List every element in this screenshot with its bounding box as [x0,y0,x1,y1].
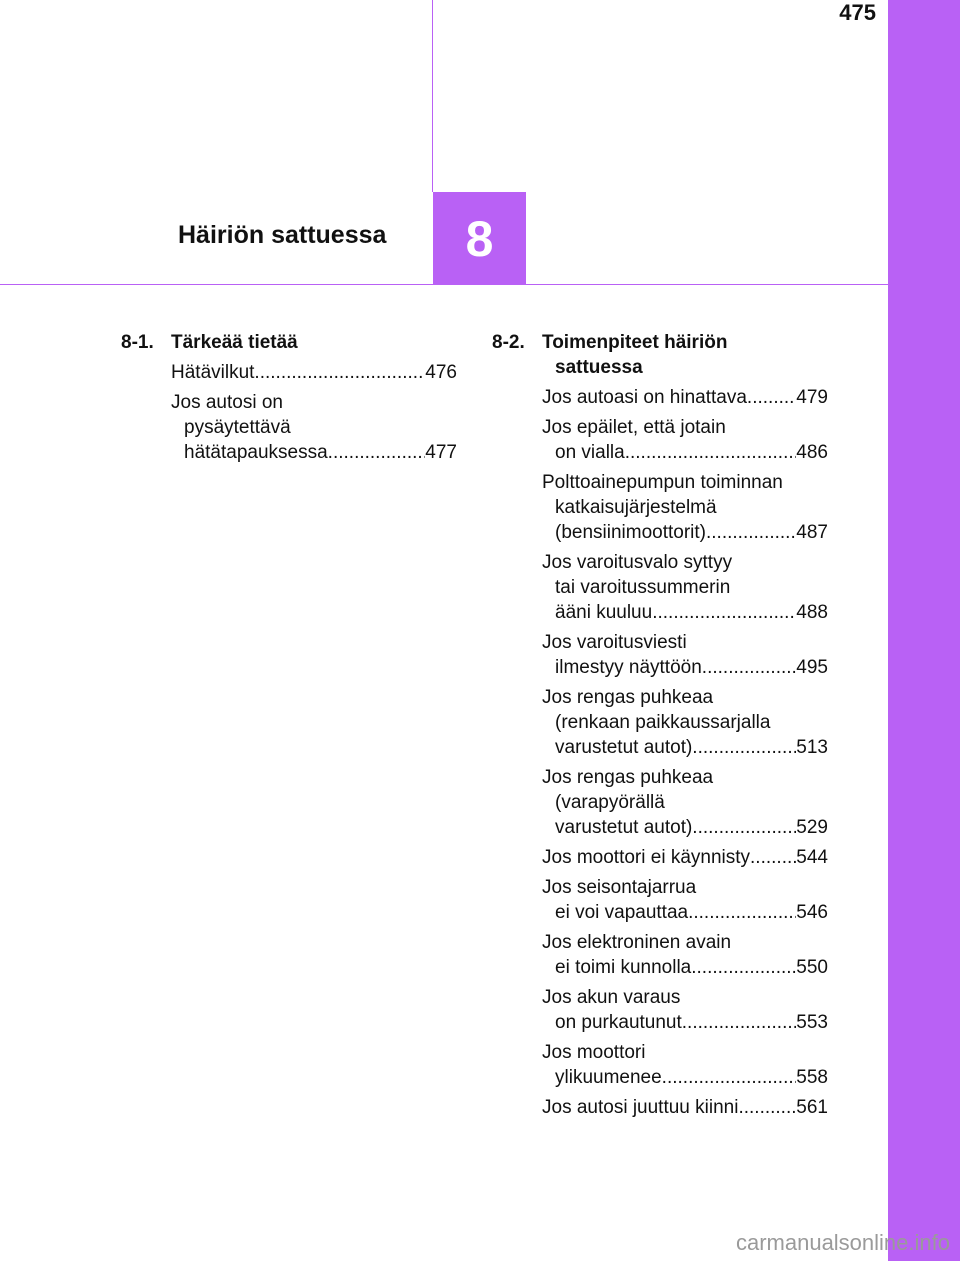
dot-leader [692,815,796,840]
toc-entry-row [542,385,828,410]
toc-entry-text: Jos varoitusviesti [542,632,687,653]
toc-entry-text: Jos autosi juuttuu kiinni [542,1097,739,1118]
toc-entry-text: ei toimi kunnolla [555,957,692,978]
toc-entry-text: Jos moottori ei käynnisty [542,847,751,868]
toc-entry[interactable] [542,765,828,840]
toc-entry-text: Jos autoasi on hinattava [542,387,747,408]
toc-page-number: 513 [796,737,828,758]
toc-page-number: 495 [796,657,828,678]
toc-entry-text: on purkautunut [555,1012,682,1033]
toc-entry-text: Jos autosi on [171,392,283,413]
toc-entry-text: Jos rengas puhkeaa [542,767,714,788]
toc-entry[interactable] [542,385,828,410]
toc-entry-row [542,955,828,980]
toc-entry[interactable] [542,470,828,545]
dot-leader [662,1065,797,1090]
toc-entry-text: pysäytettävä [184,417,291,438]
chapter-number-box: 8 [433,192,526,285]
toc-page-number: 487 [796,522,828,543]
toc-entry-text: ilmestyy näyttöön [555,657,702,678]
toc-page-number: 486 [796,442,828,463]
section-number: 8-1. [121,332,154,353]
toc-entry-list [121,360,457,465]
toc-entry[interactable] [542,685,828,760]
toc-entry-text: hätätapauksessa [184,442,328,463]
toc-entry-text: Jos varoitusvalo syttyy [542,552,733,573]
dot-leader [682,1010,797,1035]
toc-section-8-2 [492,330,828,1125]
dot-leader [738,1095,796,1120]
toc-entry-text: ylikuumenee [555,1067,662,1088]
toc-entry-row [542,600,828,625]
toc-entry[interactable] [542,630,828,680]
dot-leader [328,440,426,465]
section-title-line: Toimenpiteet häiriön [542,332,728,353]
vertical-divider [432,0,433,192]
toc-entry-text: Jos moottori [542,1042,646,1063]
dot-leader [702,655,797,680]
toc-entry[interactable] [542,415,828,465]
toc-section-8-1 [121,330,457,470]
toc-page-number: 561 [796,1097,828,1118]
toc-entry-text: varustetut autot) [555,817,693,838]
section-number: 8-2. [492,332,525,353]
toc-page-number: 550 [796,957,828,978]
toc-page-number: 476 [425,362,457,383]
toc-entry[interactable] [542,985,828,1035]
toc-entry-text: (varapyörällä [555,792,665,813]
toc-entry-text: Jos rengas puhkeaa [542,687,714,708]
dot-leader [688,900,796,925]
dot-leader [652,600,796,625]
toc-entry-row [542,440,828,465]
toc-entry-row [171,360,457,385]
toc-entry-list [492,385,828,1120]
section-heading [121,330,457,355]
toc-entry-text: Jos epäilet, että jotain [542,417,726,438]
toc-entry-text: katkaisujärjestelmä [555,497,717,518]
toc-entry-row [542,1095,828,1120]
toc-page-number: 488 [796,602,828,623]
watermark: carmanualsonline.info [735,1230,950,1255]
toc-page-number: 553 [796,1012,828,1033]
chapter-side-tab [888,0,960,1261]
toc-entry-row [542,1010,828,1035]
toc-entry-text: on vialla [555,442,625,463]
toc-entry-text: (renkaan paikkaussarjalla [555,712,771,733]
dot-leader [691,955,796,980]
toc-entry[interactable] [542,845,828,870]
toc-entry-text: (bensiinimoottorit) [555,522,706,543]
toc-entry-row [171,440,457,465]
toc-page-number: 546 [796,902,828,923]
toc-entry-row [542,900,828,925]
toc-entry[interactable] [171,360,457,385]
toc-entry-row [542,520,828,545]
toc-entry[interactable] [542,875,828,925]
toc-entry-text: ei voi vapauttaa [555,902,689,923]
toc-entry-text: Hätävilkut [171,362,255,383]
toc-entry-text: Jos seisontajarrua [542,877,697,898]
dot-leader [750,845,796,870]
toc-entry-text: ääni kuuluu [555,602,653,623]
toc-page-number: 479 [796,387,828,408]
toc-entry[interactable] [542,550,828,625]
dot-leader [625,440,797,465]
dot-leader [747,385,796,410]
toc-entry-text: varustetut autot) [555,737,693,758]
dot-leader [706,520,796,545]
section-title [542,330,828,380]
section-title [171,330,457,355]
toc-page-number: 529 [796,817,828,838]
section-title-line: Tärkeää tietää [171,332,298,353]
toc-page-number: 477 [425,442,457,463]
toc-entry-row [542,845,828,870]
toc-entry[interactable] [542,1095,828,1120]
toc-entry-row [542,735,828,760]
toc-entry-row [542,815,828,840]
section-title-line: sattuessa [555,357,643,378]
page-number: 475 [839,0,876,25]
toc-entry-row [542,1065,828,1090]
section-heading [492,330,828,380]
toc-entry-text: Polttoainepumpun toiminnan [542,472,783,493]
toc-entry-row [542,655,828,680]
dot-leader [692,735,796,760]
toc-entry-text: Jos elektroninen avain [542,932,732,953]
toc-entry[interactable] [542,1040,828,1090]
toc-entry-text: Jos akun varaus [542,987,681,1008]
toc-page-number: 558 [796,1067,828,1088]
toc-page-number: 544 [796,847,828,868]
dot-leader [254,360,425,385]
chapter-title: Häiriön sattuessa [178,221,387,249]
toc-entry-text: tai varoitussummerin [555,577,731,598]
toc-entry[interactable] [171,390,457,465]
toc-entry[interactable] [542,930,828,980]
